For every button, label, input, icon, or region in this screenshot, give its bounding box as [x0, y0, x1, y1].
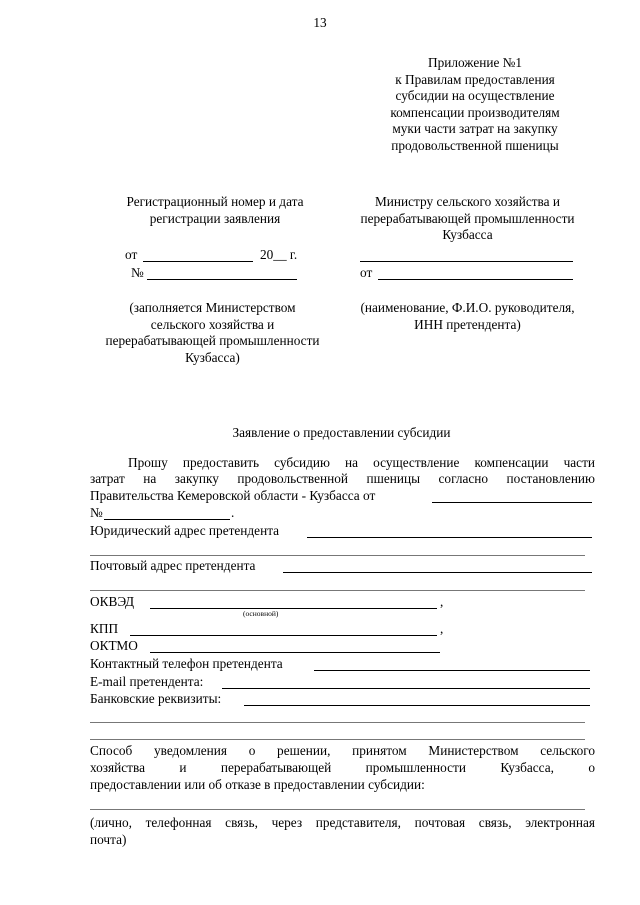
- registration-from-label: от: [125, 247, 138, 262]
- decree-number-end: .: [231, 505, 235, 520]
- bank-label: Банковские реквизиты:: [90, 691, 222, 706]
- registration-number-field[interactable]: [147, 279, 297, 280]
- bank-field-2[interactable]: [90, 722, 585, 723]
- notification-options-end: почта): [90, 832, 127, 847]
- registration-title: [95, 194, 335, 227]
- notification-method-field[interactable]: [90, 809, 585, 810]
- registration-note-line: Кузбасса): [185, 349, 240, 365]
- appendix-line: продовольственной пшеницы: [391, 137, 559, 153]
- addressee-name-field[interactable]: [360, 261, 573, 262]
- applicant-field[interactable]: [378, 279, 573, 280]
- legal-address-field[interactable]: [307, 537, 592, 538]
- appendix-line: к Правилам предоставления: [395, 71, 555, 87]
- appendix-header: [360, 55, 590, 154]
- decree-number-field[interactable]: [104, 519, 230, 520]
- okved-note: (основной): [243, 609, 279, 618]
- addressee-note-line: (наименование, Ф.И.О. руководителя,: [360, 300, 575, 315]
- registration-number-label: №: [131, 265, 144, 280]
- phone-label: Контактный телефон претендента: [90, 656, 283, 671]
- okved-label: ОКВЭД: [90, 594, 135, 609]
- email-label: E-mail претендента:: [90, 674, 204, 689]
- okved-comma: ,: [440, 594, 444, 609]
- legal-address-label: Юридический адрес претендента: [90, 523, 280, 538]
- addressee-note-line: ИНН претендента): [414, 316, 521, 332]
- body-line-2: затрат на закупку продовольственной пшеницы согласно постановлению: [90, 471, 595, 486]
- registration-year: 20__ г.: [260, 247, 298, 262]
- okved-field[interactable]: [150, 608, 437, 609]
- kpp-field[interactable]: [130, 635, 437, 636]
- appendix-line: компенсации производителям: [390, 104, 560, 120]
- decree-number-label: №: [90, 505, 103, 520]
- postal-address-field[interactable]: [283, 572, 592, 573]
- registration-note-line: сельского хозяйства и: [150, 316, 275, 332]
- postal-address-field-2[interactable]: [90, 590, 585, 591]
- addressee-line: Кузбасса: [442, 227, 493, 242]
- registration-note-line: перерабатывающей промышленности: [105, 333, 320, 348]
- registration-note: [85, 300, 340, 366]
- email-field[interactable]: [222, 688, 590, 689]
- kpp-label: КПП: [90, 621, 119, 636]
- legal-address-field-2[interactable]: [90, 555, 585, 556]
- notification-line-3: предоставлении или об отказе в предоставлении субсидии:: [90, 777, 425, 792]
- addressee-block: [340, 194, 595, 244]
- kpp-comma: ,: [440, 621, 444, 636]
- addressee-line: перерабатывающей промышленности: [360, 210, 575, 226]
- appendix-line: Приложение №1: [427, 55, 523, 70]
- body-line-3: Правительства Кемеровской области - Кузбасса от: [90, 488, 376, 503]
- statement-title: Заявление о предоставлении субсидии: [232, 425, 451, 440]
- registration-note-line: (заполняется Министерством: [129, 300, 296, 315]
- addressee-from-label: от: [360, 265, 373, 280]
- bank-field-3[interactable]: [90, 739, 585, 740]
- notification-line-2: хозяйства и перерабатывающей промышленности Кузбасса, о: [90, 760, 595, 775]
- oktmo-field[interactable]: [150, 652, 440, 653]
- registration-title-line: Регистрационный номер и дата: [126, 194, 304, 209]
- addressee-note: [340, 300, 595, 333]
- page-number: 13: [313, 15, 327, 30]
- body-line-1: Прошу предоставить субсидию на осуществление компенсации части: [128, 455, 595, 470]
- registration-title-line: регистрации заявления: [149, 210, 281, 226]
- notification-line-1: Способ уведомления о решении, принятом Министерством сельского: [90, 743, 595, 758]
- postal-address-label: Почтовый адрес претендента: [90, 558, 256, 573]
- appendix-line: муки части затрат на закупку: [392, 121, 558, 136]
- phone-field[interactable]: [314, 670, 590, 671]
- registration-date-field[interactable]: [143, 261, 253, 262]
- oktmo-label: ОКТМО: [90, 638, 138, 653]
- bank-field[interactable]: [244, 705, 590, 706]
- notification-options: (лично, телефонная связь, через представителя, почтовая связь, электронная: [90, 815, 595, 830]
- appendix-line: субсидии на осуществление: [395, 88, 555, 103]
- decree-date-field[interactable]: [432, 502, 592, 503]
- addressee-line: Министру сельского хозяйства и: [374, 194, 561, 209]
